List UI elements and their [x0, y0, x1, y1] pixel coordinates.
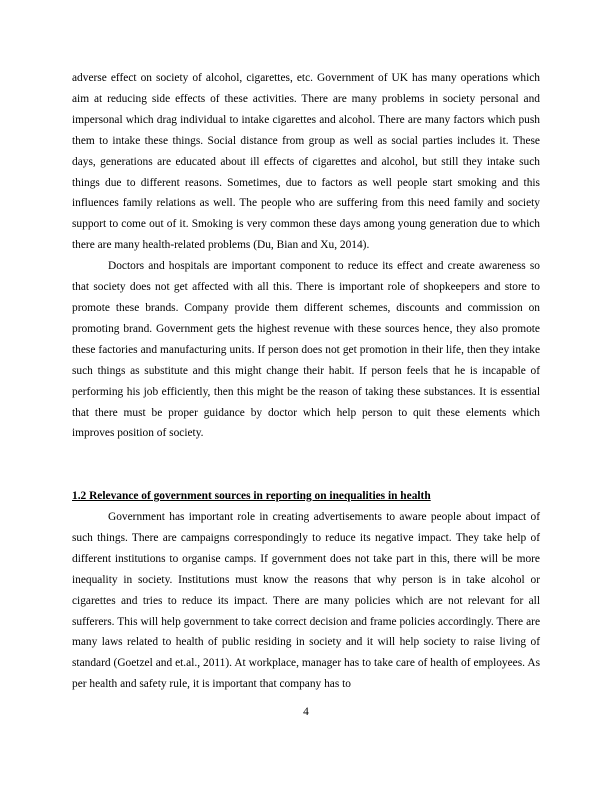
- section-heading: 1.2 Relevance of government sources in reporting on inequalities in health: [72, 490, 431, 503]
- paragraph-doctors-hospitals: Doctors and hospitals are important component to reduce its effect and create awareness so that society does not get affected with all this. There is important role of shopkeepers and store to promote these brands. Company provide them different schemes, discounts and commission on promoting brand. Government gets the highest revenue with these sources hence, they also promote these factories and manufacturing units. If person does not get promotion in their life, then they intake such things as substitute and this might change their habit. If person feels that he is incapable of performing his job efficiently, then this might be the reason of taking these substances. It is essential that there must be proper guidance by doctor which help person to quit these elements which improves position of society.: [72, 260, 540, 440]
- paragraph-spacer: [72, 465, 540, 486]
- paragraph-spacer: [72, 444, 540, 465]
- page-number: 4: [303, 706, 309, 718]
- document-body: [72, 68, 540, 695]
- paragraph-continuation: adverse effect on society of alcohol, cigarettes, etc. Government of UK has many operations which aim at reducing side effects of these activities. There are many problems in society personal and impersonal which drag individual to intake cigarettes and alcohol. There are many factors which push them to intake these things. Social distance from group as well as social parties includes it. These days, generations are educated about ill effects of cigarettes and alcohol, but still they intake such things due to different reasons. Sometimes, due to factors as well people start smoking and this influences family relations as well. The people who are suffering from this need family and society support to come out of it. Smoking is very common these days among young generation due to which there are many health-related problems (Du, Bian and Xu, 2014).: [72, 72, 540, 252]
- paragraph-government-role: Government has important role in creating advertisements to aware people about impact of such things. There are campaigns correspondingly to reduce its negative impact. They take help of different institutions to organise camps. If government does not take part in this, there will be more inequality in society. Institutions must know the reasons that why person is in take alcohol or cigarettes and tries to reduce its impact. There are many policies which are not relevant for all sufferers. This will help government to take correct decision and frame policies accordingly. There are many laws related to health of public residing in society and it will help society to raise living of standard (Goetzel and et.al., 2011). At workplace, manager has to take care of health of employees. As per health and safety rule, it is important that company has to: [72, 511, 540, 691]
